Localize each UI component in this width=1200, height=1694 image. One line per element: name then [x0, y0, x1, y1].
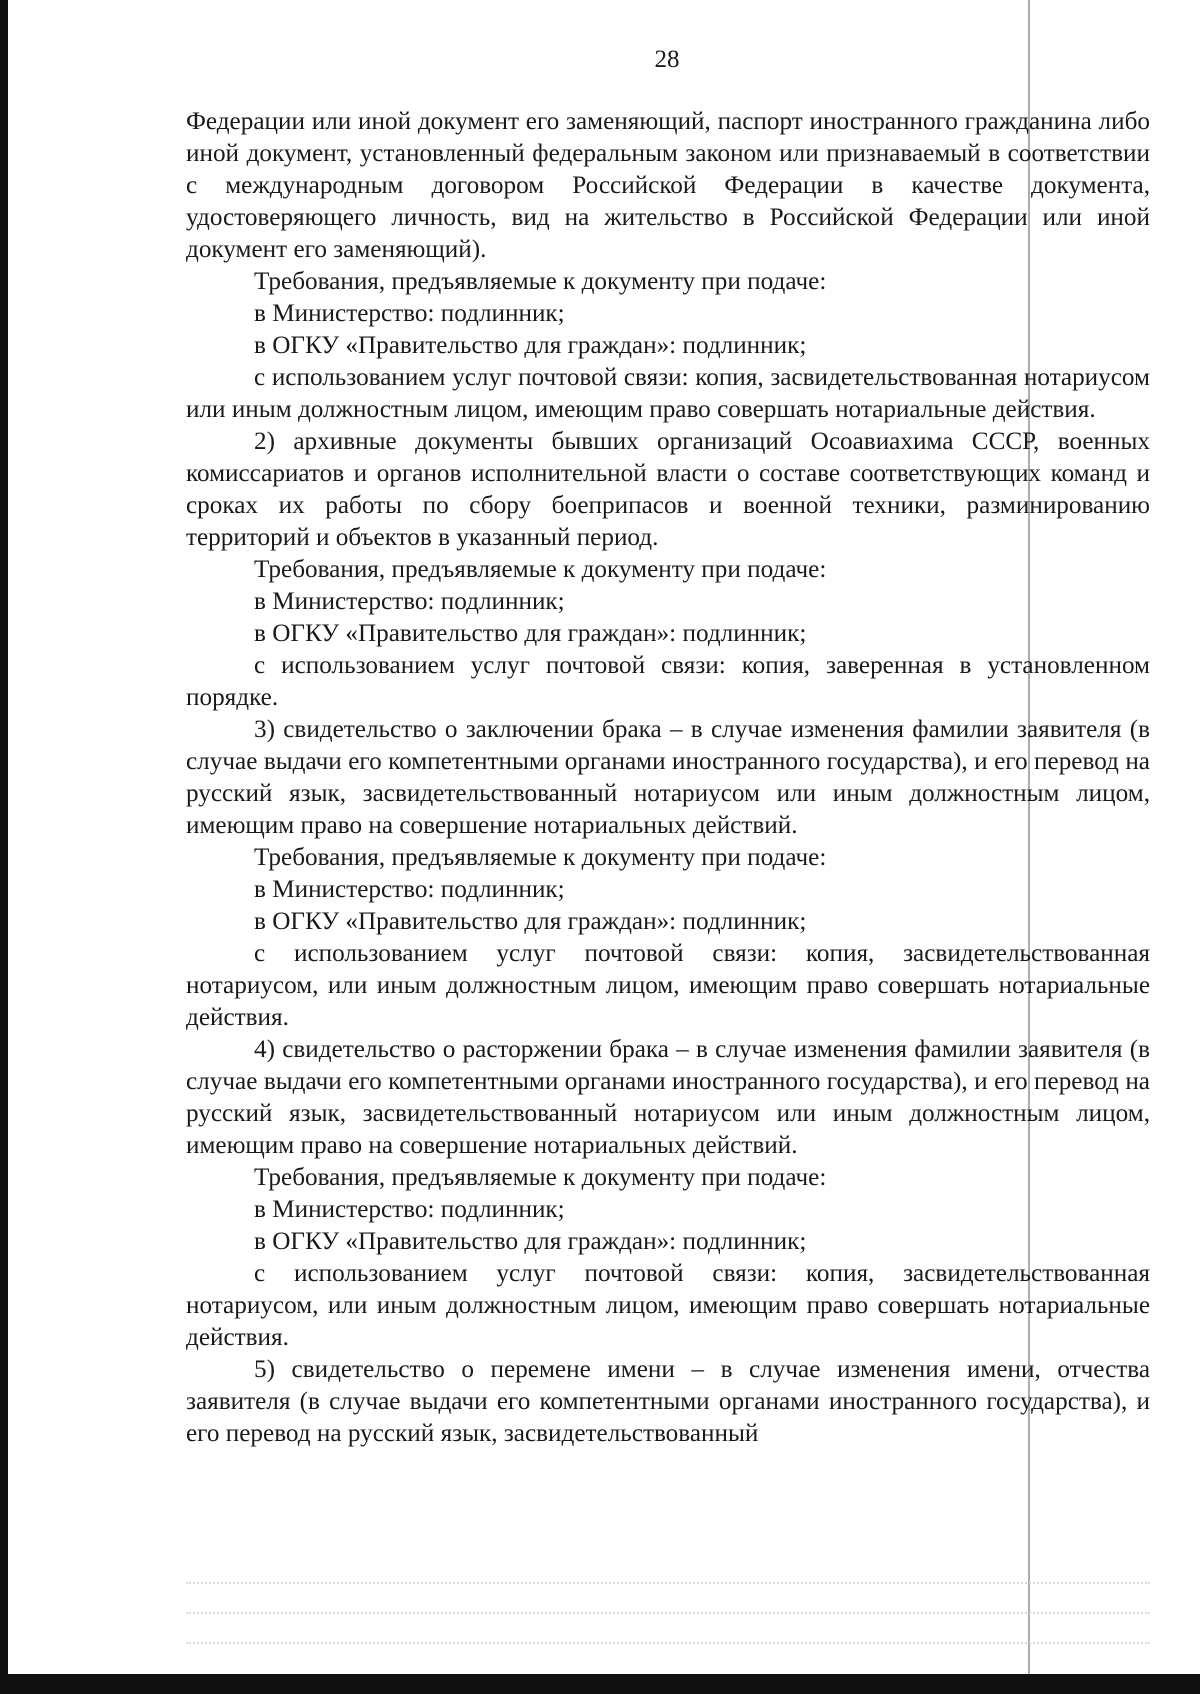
paragraph-17: Требования, предъявляемые к документу при подаче: [254, 1164, 827, 1191]
paragraph-9: в ОГКУ «Правительство для граждан»: подлинник; [254, 620, 807, 647]
bleed-through-line [186, 1582, 1150, 1594]
paragraph-10: с использованием услуг почтовой связи: копия, заверенная в установленном порядке. [186, 652, 1150, 711]
paragraph-12: Требования, предъявляемые к документу при подаче: [254, 844, 827, 871]
paragraph-4: в ОГКУ «Правительство для граждан»: подлинник; [254, 332, 807, 359]
scan-edge-left [0, 0, 8, 1694]
paragraph-2: Требования, предъявляемые к документу при подаче: [254, 268, 827, 295]
paragraph-13: в Министерство: подлинник; [254, 876, 565, 903]
scan-edge-bottom [0, 1674, 1200, 1694]
paragraph-8: в Министерство: подлинник; [254, 588, 565, 615]
paragraph-21: 5) свидетельство о перемене имени – в случае изменения имени, отчества заявителя (в случае выдачи его компетентными органами иностранного государства), и его перевод на русский язык, засвидетельствованный [186, 1356, 1150, 1447]
paragraph-18: в Министерство: подлинник; [254, 1196, 565, 1223]
paragraph-14: в ОГКУ «Правительство для граждан»: подлинник; [254, 908, 807, 935]
paragraph-5: с использованием услуг почтовой связи: копия, засвидетельствованная нотариусом или иным должностным лицом, имеющим право совершать нотариальные действия. [186, 364, 1150, 423]
paragraph-11: 3) свидетельство о заключении брака – в случае изменения фамилии заявителя (в случае выдачи его компетентными органами иностранного государства), и его перевод на русский язык, засвидетельствованный нотариусом или иным должностным лицом, имеющим право на совершение нотариальных действий. [186, 716, 1150, 839]
paragraph-16: 4) свидетельство о расторжении брака – в случае изменения фамилии заявителя (в случае выдачи его компетентными органами иностранного государства), и его перевод на русский язык, засвидетельствованный нотариусом или иным должностным лицом, имеющим право на совершение нотариальных действий. [186, 1036, 1150, 1159]
bleed-through-line [186, 1642, 1150, 1654]
paragraph-20: с использованием услуг почтовой связи: копия, засвидетельствованная нотариусом, или иным должностным лицом, имеющим право совершать нотариальные действия. [186, 1260, 1150, 1351]
paragraph-3: в Министерство: подлинник; [254, 300, 565, 327]
page-number: 28 [654, 46, 680, 73]
paragraph-1: Федерации или иной документ его заменяющий, паспорт иностранного гражданина либо иной документ, установленный федеральным законом или признаваемый в соответствии с международным договором Российской Федерации в качестве документа, удостоверяющего личность, вид на жительство в Российской Федерации или иной документ его заменяющий). [186, 108, 1150, 263]
paragraph-7: Требования, предъявляемые к документу при подаче: [254, 556, 827, 583]
paragraph-15: с использованием услуг почтовой связи: копия, засвидетельствованная нотариусом, или иным должностным лицом, имеющим право совершать нотариальные действия. [186, 940, 1150, 1031]
paragraph-19: в ОГКУ «Правительство для граждан»: подлинник; [254, 1228, 807, 1255]
document-body [186, 106, 1150, 1450]
paragraph-6: 2) архивные документы бывших организаций Осоавиахима СССР, военных комиссариатов и органов исполнительной власти о составе соответствующих команд и сроках их работы по сбору боеприпасов и военной техники, разминированию территорий и объектов в указанный период. [186, 428, 1150, 551]
bleed-through-line [186, 1612, 1150, 1624]
